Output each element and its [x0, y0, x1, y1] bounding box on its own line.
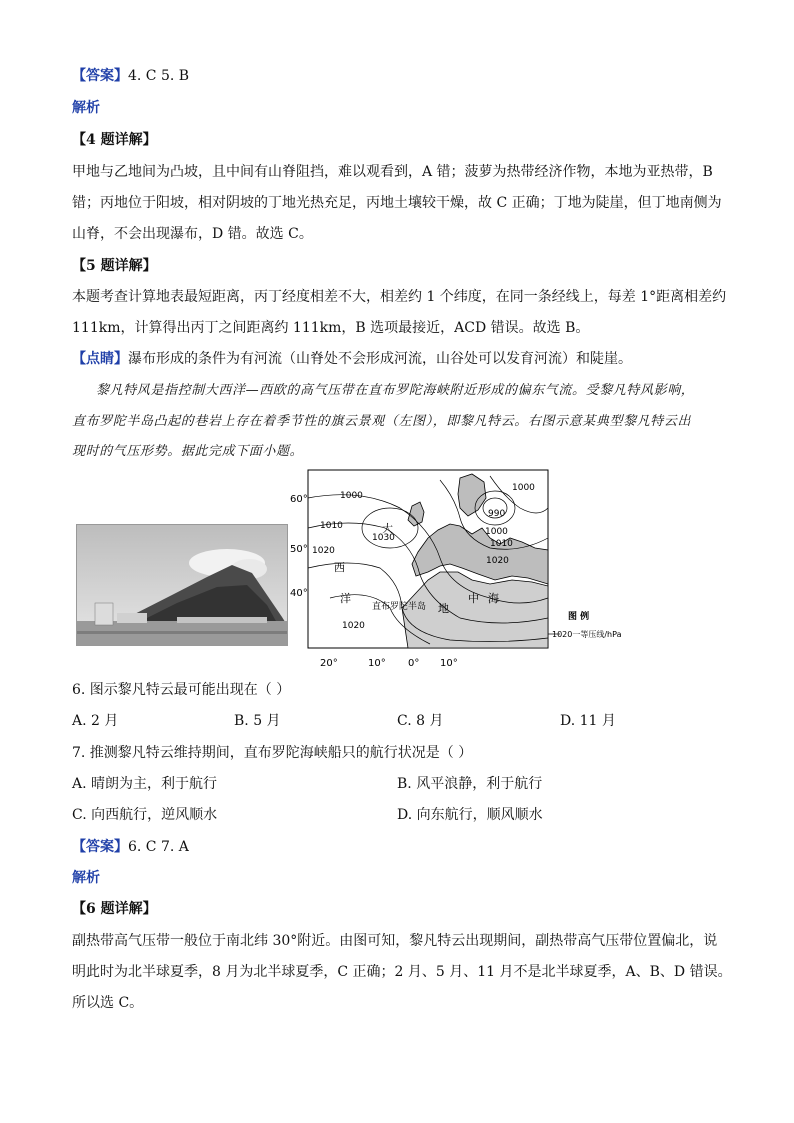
lon-label: 10° — [368, 658, 386, 669]
answer-line-2 — [72, 837, 189, 857]
q7-option-a: A. 晴朗为主，利于航行 — [72, 776, 218, 792]
place-label: 直布罗陀半岛 — [372, 602, 427, 612]
q4-line-2: 错；丙地位于阳坡，相对阴坡的丁地光热充足，丙地土壤较干燥，故 C 正确；丁地为陡崖，但丁地南侧为 — [72, 195, 722, 211]
map-svg — [290, 468, 710, 673]
legend-title: 图 例 — [568, 612, 590, 622]
q7-option-b: B. 风平浪静，利于航行 — [397, 776, 543, 792]
q6-line-2: 明此时为北半球夏季，8 月为北半球夏季，C 正确；2 月、5 月、11 月不是北半球夏季，A、B、D 错误。 — [72, 964, 732, 980]
passage-line-1: 黎凡特风是指控制大西洋—西欧的高气压带在直布罗陀海峡附近形成的偏东气流。受黎凡特风影响， — [96, 383, 695, 398]
isobar-label: 1000 — [512, 483, 535, 493]
isobar-label: 1020 — [342, 621, 365, 631]
q7-stem: 7. 推测黎凡特云维持期间，直布罗陀海峡船只的航行状况是（ ） — [72, 745, 473, 761]
q4-detail-title: 【4 题详解】 — [72, 132, 157, 148]
place-label: 洋 — [340, 592, 351, 605]
q6-option-b: B. 5 月 — [234, 713, 281, 729]
pressure-map — [290, 468, 710, 673]
isobar-label: 1000 — [340, 491, 363, 501]
q5-line-1: 本题考查计算地表最短距离，丙丁经度相差不大，相差约 1 个纬度，在同一条经线上，每差 1°距离相差约 — [72, 289, 727, 305]
q6-option-d: D. 11 月 — [560, 713, 616, 729]
place-label: 大 — [382, 522, 393, 535]
gibraltar-photo — [76, 524, 288, 646]
place-label: 地 — [438, 602, 449, 615]
answer-text: 6. C 7. A — [128, 839, 189, 855]
q6-line-3: 所以选 C。 — [72, 995, 144, 1011]
lon-label: 10° — [440, 658, 458, 669]
answer-line-1 — [72, 66, 189, 86]
analysis-heading-1: 解析 — [72, 100, 100, 116]
isobar-label: 1030 — [372, 533, 395, 543]
isobar-label: 1010 — [320, 521, 343, 531]
place-label: 中 — [468, 592, 479, 605]
dianjing-line — [72, 349, 632, 369]
q5-line-2: 111km，计算得出丙丁之间距离约 111km，B 选项最接近，ACD 错误。故选 B。 — [72, 320, 590, 336]
photo-drawing — [77, 525, 287, 645]
lon-label: 0° — [408, 658, 420, 669]
passage-line-3: 现时的气压形势。据此完成下面小题。 — [72, 444, 304, 459]
q6-line-1: 副热带高气压带一般位于南北纬 30°附近。由图可知，黎凡特云出现期间，副热带高气压带位置偏北，说 — [72, 933, 718, 949]
answer-text: 4. C 5. B — [128, 68, 190, 84]
answer-label: 【答案】 — [72, 839, 128, 855]
dianjing-label: 【点睛】 — [72, 351, 128, 367]
isobar-label: 990 — [488, 509, 506, 519]
passage-line-2: 直布罗陀半岛凸起的巷岩上存在着季节性的旗云景观（左图），即黎凡特云。右图示意某典型黎凡特云出 — [72, 414, 692, 429]
legend-text: 1020一等压线/hPa — [552, 630, 622, 639]
dianjing-text: 瀑布形成的条件为有河流（山脊处不会形成河流，山谷处可以发育河流）和陡崖。 — [128, 351, 632, 367]
place-label: 海 — [488, 592, 499, 605]
q7-option-c: C. 向西航行，逆风顺水 — [72, 807, 218, 823]
lat-label: 40° — [290, 588, 308, 599]
q6-option-c: C. 8 月 — [397, 713, 444, 729]
place-label: 西 — [334, 561, 345, 574]
q6-stem: 6. 图示黎凡特云最可能出现在（ ） — [72, 682, 291, 698]
lat-label: 50° — [290, 544, 308, 555]
lat-label: 60° — [290, 494, 308, 505]
figure-area — [72, 468, 722, 673]
q7-option-d: D. 向东航行，顺风顺水 — [397, 807, 543, 823]
q5-detail-title: 【5 题详解】 — [72, 258, 157, 274]
lon-label: 20° — [320, 658, 338, 669]
q4-line-3: 山脊，不会出现瀑布，D 错。故选 C。 — [72, 226, 313, 242]
q6-detail-title: 【6 题详解】 — [72, 901, 157, 917]
isobar-label: 1000 — [485, 527, 508, 537]
answer-label: 【答案】 — [72, 68, 128, 84]
q6-option-a: A. 2 月 — [72, 713, 119, 729]
isobar-label: 1010 — [490, 539, 513, 549]
q4-line-1: 甲地与乙地间为凸坡，且中间有山脊阻挡，难以观看到，A 错；菠萝为热带经济作物，本地为亚热带，B — [72, 164, 713, 180]
analysis-heading-2: 解析 — [72, 870, 100, 886]
isobar-label: 1020 — [486, 556, 509, 566]
isobar-label: 1020 — [312, 546, 335, 556]
